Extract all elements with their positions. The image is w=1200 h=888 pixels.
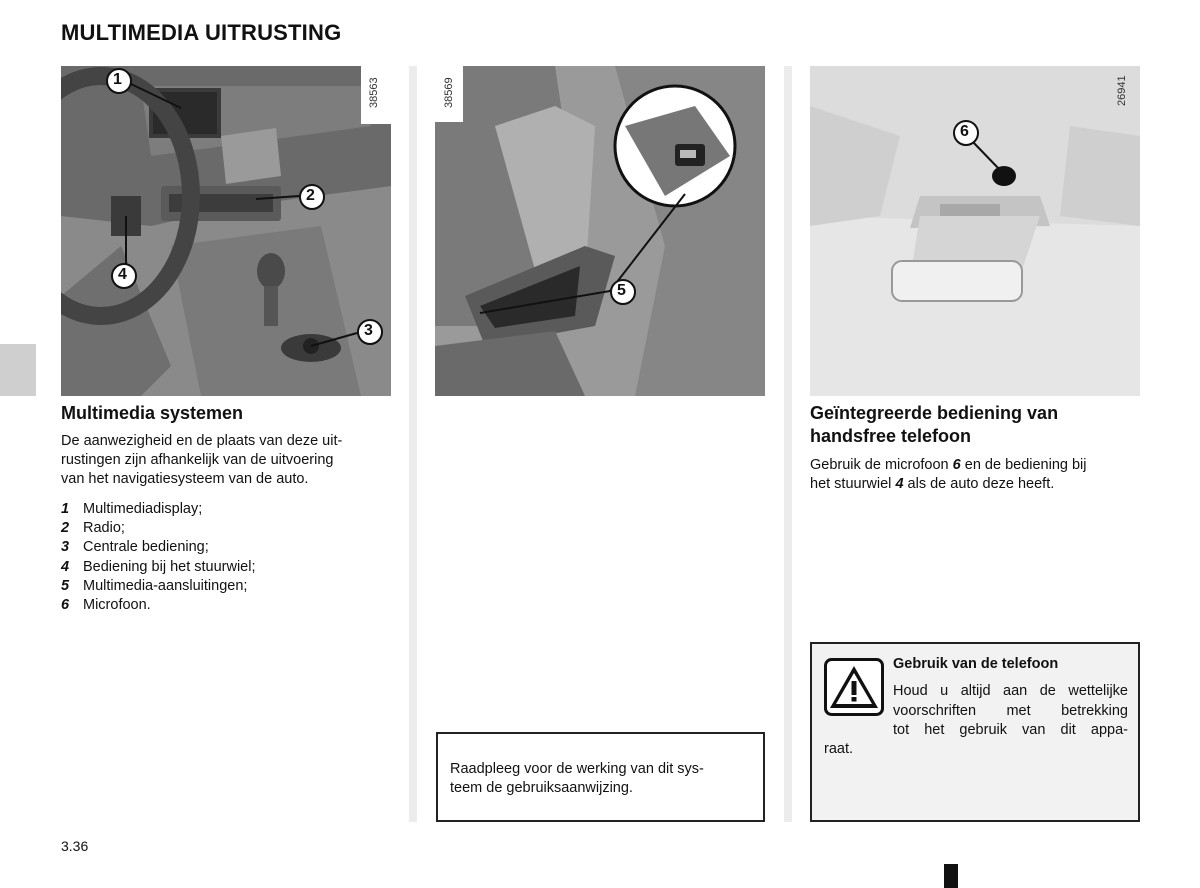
figure-roof-console <box>810 66 1140 396</box>
figure-ref-number: 38569 <box>443 77 455 108</box>
legend-text: Microfoon. <box>83 597 151 614</box>
text-run: en de bediening bij <box>960 457 1087 473</box>
reference-number: 6 <box>952 457 961 473</box>
legend-number: 3 <box>61 539 70 556</box>
legend-text: Radio; <box>83 520 125 537</box>
legend-item <box>61 558 391 577</box>
legend-number: 4 <box>61 558 70 575</box>
heading-line: Geïntegreerde bediening van <box>810 403 1059 423</box>
column-separator <box>784 66 792 822</box>
text-line: voorschriften met betrekking <box>893 702 1128 719</box>
text-run: Gebruik de microfoon <box>810 457 953 473</box>
warning-text <box>893 682 1128 741</box>
text-line: tot het gebruik van dit appa- <box>893 722 1128 738</box>
figure-ref-number: 26941 <box>1116 75 1128 106</box>
note-box <box>436 732 765 822</box>
callout-label: 5 <box>617 282 626 299</box>
callout-label: 6 <box>960 123 969 140</box>
page-number: 3.36 <box>61 838 89 854</box>
text-line <box>810 456 1145 475</box>
callout-label: 2 <box>306 187 315 204</box>
legend-item <box>61 538 391 557</box>
figure-dashboard <box>61 66 391 396</box>
heading-line: handsfree telefoon <box>810 426 972 446</box>
callout-label: 3 <box>364 322 373 339</box>
legend-text: Bediening bij het stuurwiel; <box>83 558 256 575</box>
text-line: Raadpleeg voor de werking van dit sys- <box>450 761 704 777</box>
legend-number: 1 <box>61 501 70 517</box>
intro-paragraph <box>61 432 391 489</box>
section-tab <box>0 344 36 396</box>
warning-box <box>810 642 1140 822</box>
text-run: het stuurwiel <box>810 476 896 492</box>
section-heading <box>810 402 1140 448</box>
text-line: van het navigatiesysteem van de auto. <box>61 471 309 487</box>
legend-text: Multimedia-aansluitingen; <box>83 577 248 594</box>
edge-marker <box>944 864 958 888</box>
legend-text: Centrale bediening; <box>83 539 209 556</box>
microphone-paragraph <box>810 456 1145 494</box>
warning-title: Gebruik van de telefoon <box>893 656 1059 672</box>
legend-number: 2 <box>61 520 70 537</box>
text-line: De aanwezigheid en de plaats van deze uit- <box>61 433 343 449</box>
reference-number: 4 <box>895 476 904 492</box>
warning-text-tail: raat. <box>824 741 854 757</box>
page-title: MULTIMEDIA UITRUSTING <box>61 20 342 45</box>
legend-list <box>61 500 391 615</box>
legend-item <box>61 577 391 596</box>
legend-text: Multimediadisplay; <box>83 501 203 517</box>
legend-number: 6 <box>61 597 70 614</box>
callout-label: 1 <box>113 71 122 88</box>
legend-item <box>61 596 391 615</box>
figure-console <box>435 66 765 396</box>
text-run: als de auto deze heeft. <box>903 476 1055 492</box>
section-heading: Multimedia systemen <box>61 403 244 423</box>
text-line: rustingen zijn afhankelijk van de uitvoering <box>61 452 334 468</box>
legend-item <box>61 519 391 538</box>
text-line <box>810 475 1145 494</box>
warning-triangle-icon <box>824 658 884 716</box>
callout-label: 4 <box>118 266 127 283</box>
text-line: Houd u altijd aan de wettelijke <box>893 683 1128 699</box>
legend-item <box>61 500 391 519</box>
figure-ref-number: 38563 <box>368 77 380 108</box>
legend-number: 5 <box>61 577 70 594</box>
text-line: teem de gebruiksaanwijzing. <box>450 780 633 796</box>
note-text <box>450 760 750 798</box>
column-separator <box>409 66 417 822</box>
